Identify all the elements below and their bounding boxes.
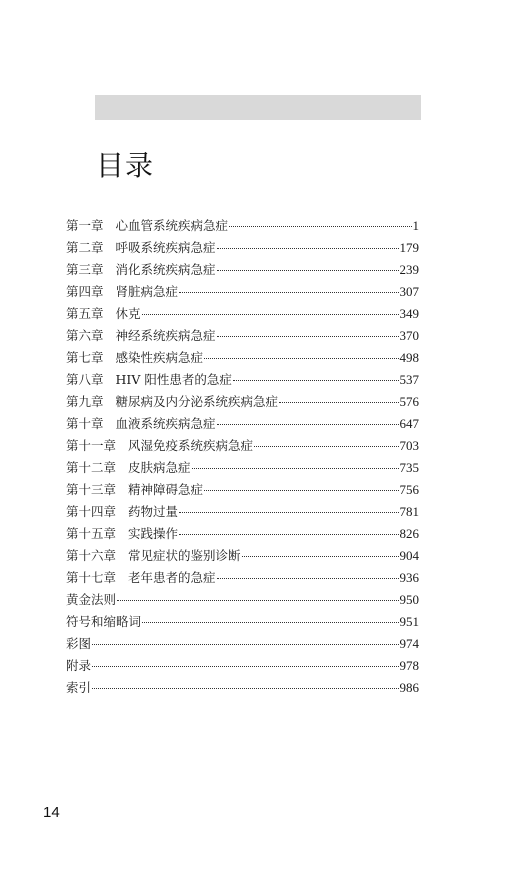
toc-entry[interactable]: [66, 215, 419, 237]
page-ref: 239: [399, 262, 419, 277]
toc-entry[interactable]: [66, 303, 419, 325]
chapter-number: 第十七章: [66, 570, 117, 585]
entry-title: 皮肤病急症: [128, 460, 191, 475]
toc-entry[interactable]: [66, 567, 419, 589]
chapter-number: 第十一章: [66, 438, 117, 453]
page-ref: 703: [399, 438, 419, 453]
dot-leader: [242, 556, 399, 557]
dot-leader: [217, 248, 399, 249]
page-ref: 370: [399, 328, 419, 343]
dot-leader: [92, 644, 398, 645]
entry-title: 消化系统疾病急症: [115, 262, 216, 277]
entry-title: 感染性疾病急症: [115, 350, 204, 365]
chapter-number: 第十三章: [66, 482, 117, 497]
dot-leader: [279, 402, 398, 403]
page-ref: 781: [399, 504, 419, 519]
toc-entry[interactable]: [66, 435, 419, 457]
entry-title: 药物过量: [128, 504, 179, 519]
dot-leader: [142, 622, 398, 623]
page-ref: 576: [399, 394, 419, 409]
page-ref: 498: [399, 350, 419, 365]
entry-title: 精神障碍急症: [128, 482, 204, 497]
chapter-number: 第十四章: [66, 504, 117, 519]
entry-title: 索引: [66, 680, 92, 695]
toc-entry[interactable]: [66, 259, 419, 281]
chapter-number: 第十六章: [66, 548, 117, 563]
toc-entry[interactable]: [66, 413, 419, 435]
toc-entry[interactable]: [66, 281, 419, 303]
toc-entry[interactable]: [66, 347, 419, 369]
dot-leader: [92, 666, 398, 667]
entry-title: HIV 阳性患者的急症: [115, 372, 232, 387]
toc-entry[interactable]: [66, 589, 419, 611]
entry-title: 肾脏病急症: [115, 284, 179, 299]
dot-leader: [92, 688, 398, 689]
entry-title: 血液系统疾病急症: [115, 416, 216, 431]
dot-leader: [217, 424, 399, 425]
dot-leader: [117, 600, 398, 601]
page-ref: 951: [399, 614, 419, 629]
dot-leader: [233, 380, 399, 381]
page-ref: 950: [399, 592, 419, 607]
entry-title: 风湿免疫系统疾病急症: [128, 438, 254, 453]
page-ref: 756: [399, 482, 419, 497]
dot-leader: [217, 578, 399, 579]
entry-title: 心血管系统疾病急症: [115, 218, 229, 233]
entry-title: 老年患者的急症: [128, 570, 216, 585]
toc-entry[interactable]: [66, 457, 419, 479]
page-ref: 179: [399, 240, 419, 255]
dot-leader: [179, 534, 398, 535]
toc-entry[interactable]: [66, 369, 419, 391]
dot-leader: [179, 512, 398, 513]
page-ref: 349: [399, 306, 419, 321]
chapter-number: 第四章: [66, 284, 104, 299]
toc-entry[interactable]: [66, 237, 419, 259]
page-ref: 1: [412, 218, 419, 233]
header-band: [95, 95, 421, 120]
page-ref: 936: [399, 570, 419, 585]
page-ref: 307: [399, 284, 419, 299]
dot-leader: [229, 226, 411, 227]
entry-title: 呼吸系统疾病急症: [115, 240, 216, 255]
chapter-number: 第五章: [66, 306, 104, 321]
chapter-number: 第十五章: [66, 526, 117, 541]
entry-title: 黄金法则: [66, 592, 117, 607]
chapter-number: 第三章: [66, 262, 104, 277]
dot-leader: [179, 292, 398, 293]
chapter-number: 第六章: [66, 328, 104, 343]
dot-leader: [254, 446, 398, 447]
chapter-number: 第一章: [66, 218, 104, 233]
dot-leader: [217, 336, 399, 337]
toc-entry[interactable]: [66, 633, 419, 655]
page-ref: 826: [399, 526, 419, 541]
chapter-number: 第七章: [66, 350, 104, 365]
page-title: 目录: [96, 148, 155, 182]
dot-leader: [204, 490, 398, 491]
entry-title: 糖尿病及内分泌系统疾病急症: [115, 394, 279, 409]
chapter-number: 第九章: [66, 394, 104, 409]
entry-title: 附录: [66, 658, 92, 673]
toc-entry[interactable]: [66, 655, 419, 677]
toc-entry[interactable]: [66, 391, 419, 413]
toc-entry[interactable]: [66, 677, 419, 699]
page-ref: 735: [399, 460, 419, 475]
page-number: 14: [43, 804, 60, 821]
toc-entry[interactable]: [66, 479, 419, 501]
dot-leader: [192, 468, 399, 469]
chapter-number: 第八章: [66, 372, 104, 387]
toc-entry[interactable]: [66, 501, 419, 523]
toc-entry[interactable]: [66, 545, 419, 567]
toc-entry[interactable]: [66, 325, 419, 347]
page-ref: 537: [399, 372, 419, 387]
dot-leader: [142, 314, 399, 315]
entry-title: 休克: [115, 306, 141, 321]
entry-title: 神经系统疾病急症: [115, 328, 216, 343]
entry-title: 彩图: [66, 636, 92, 651]
chapter-number: 第十章: [66, 416, 104, 431]
entry-title: 常见症状的鉴别诊断: [128, 548, 241, 563]
dot-leader: [204, 358, 398, 359]
page-ref: 978: [399, 658, 419, 673]
page-ref: 904: [399, 548, 419, 563]
table-of-contents: [66, 215, 419, 699]
chapter-number: 第二章: [66, 240, 104, 255]
toc-entry[interactable]: [66, 523, 419, 545]
page-ref: 647: [399, 416, 419, 431]
chapter-number: 第十二章: [66, 460, 117, 475]
toc-entry[interactable]: [66, 611, 419, 633]
page-ref: 974: [399, 636, 419, 651]
dot-leader: [217, 270, 399, 271]
entry-title: 符号和缩略词: [66, 614, 142, 629]
page-ref: 986: [399, 680, 419, 695]
entry-title: 实践操作: [128, 526, 179, 541]
